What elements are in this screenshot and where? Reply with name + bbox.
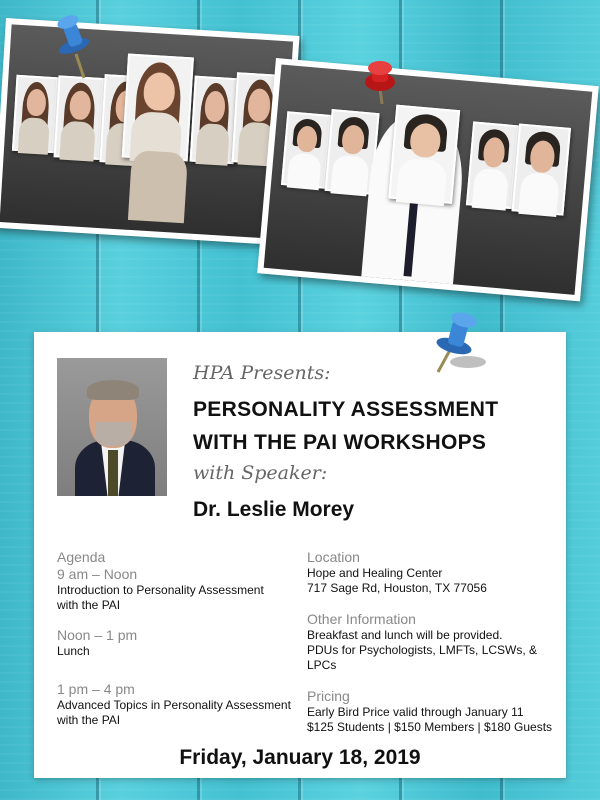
agenda-time: 1 pm – 4 pm [57,681,135,697]
blue-pushpin-icon [48,12,108,84]
agenda-time: Noon – 1 pm [57,627,138,643]
agenda-item-text: with the PAI [57,713,121,727]
location-heading: Location [307,549,360,565]
pricing-heading: Pricing [307,688,350,704]
red-pushpin-icon [356,58,406,108]
speaker-name: Dr. Leslie Morey [193,498,355,521]
workshop-title-line1: PERSONALITY ASSESSMENT [193,398,499,421]
photo-men-expressions [257,58,599,301]
with-speaker-label: with Speaker: [193,462,328,484]
pricing-line: Early Bird Price valid through January 11 [307,705,524,719]
location-name: Hope and Healing Center [307,566,443,580]
agenda-item-text: Advanced Topics in Personality Assessment [57,698,291,712]
agenda-item-text: Lunch [57,644,90,658]
agenda-item-text: Introduction to Personality Assessment [57,583,264,597]
location-address: 717 Sage Rd, Houston, TX 77056 [307,581,487,595]
other-info-heading: Other Information [307,611,416,627]
agenda-section [57,549,297,728]
agenda-item-text: with the PAI [57,598,121,612]
presents-label: HPA Presents: [193,362,331,384]
details-section [307,549,567,735]
event-date: Friday, January 18, 2019 [179,746,421,769]
speaker-portrait [57,358,167,496]
workshop-title-line2: WITH THE PAI WORKSHOPS [193,431,487,454]
agenda-heading: Agenda [57,549,106,565]
other-info-line: PDUs for Psychologists, LMFTs, LCSWs, & LPCs [307,643,538,672]
agenda-time: 9 am – Noon [57,566,138,582]
blue-pushpin-icon [420,306,490,378]
pricing-line: $125 Students | $150 Members | $180 Guests [307,720,553,734]
other-info-line: Breakfast and lunch will be provided. [307,628,503,642]
photo-women-expressions [0,18,299,246]
